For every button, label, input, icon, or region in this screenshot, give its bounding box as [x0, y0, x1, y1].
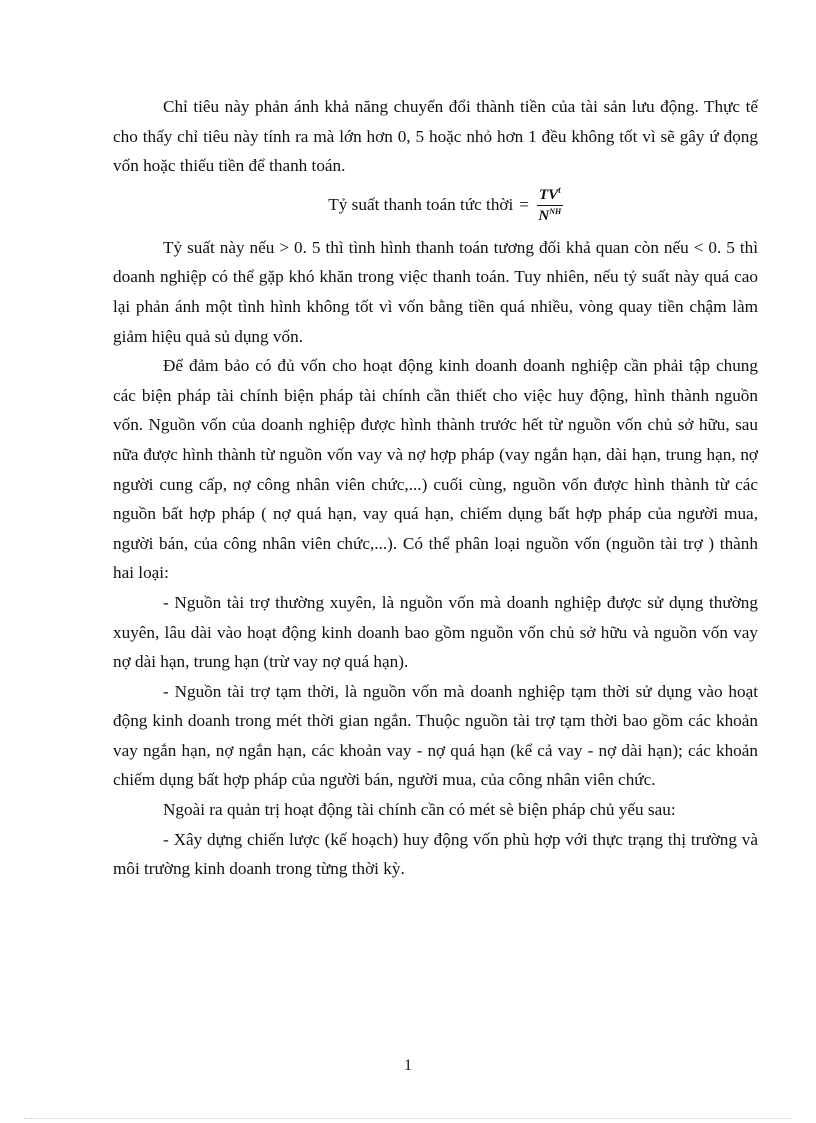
paragraph-permanent-funding: - Nguồn tài trợ thường xuyên, là nguồn vốn mà doanh nghiệp được sử dụng thường xuyên, lâu dài vào hoạt động kinh doanh bao gồm nguồn vốn chủ sở hữu và nguồn vốn vay nợ dài hạn, trung hạn (trừ vay nợ quá hạn). — [113, 592, 758, 672]
formula-instant-payment-ratio — [113, 180, 758, 230]
paragraph-liquidity-intro: Chỉ tiêu này phản ánh khả năng chuyển đổi thành tiền của tài sản lưu động. Thực tế cho thấy chỉ tiêu này tính ra mà lớn hơn 0, 5 hoặc nhỏ hơn 1 đều không tốt vì sẽ gây ứ đọng vốn hoặc thiếu tiền để thanh toán. — [113, 97, 758, 176]
page-content — [113, 92, 758, 884]
formula-denominator-superscript: NH — [549, 206, 562, 216]
formula-label: Tỷ suất thanh toán tức thời — [328, 194, 514, 214]
formula-numerator: $TV^t$ — [539, 184, 561, 203]
paragraph-ratio-interpretation: Tỷ suất này nếu > 0. 5 thì tình hình thanh toán tương đối khả quan còn nếu < 0. 5 thì doanh nghiệp có thể gặp khó khăn trong việc thanh toán. Tuy nhiên, nếu tỷ suất này quá cao lại phản ánh một tình hình không tốt vì vốn bằng tiền quá nhiều, vòng quay tiền chậm làm giảm hiệu quả sủ dụng vốn. — [113, 237, 758, 346]
page-bottom-divider — [24, 1118, 792, 1119]
formula-denominator: $N^{NH}$ — [538, 206, 562, 224]
formula-equals-sign: = — [519, 194, 529, 214]
paragraph-strategy-item: - Xây dựng chiến lược (kế hoạch) huy động vốn phù hợp với thực trạng thị trường và môi trường kinh doanh trong từng thời kỳ. — [113, 829, 758, 879]
paragraph-management-measures: Ngoài ra quản trị hoạt động tài chính cần có mét sè biện pháp chủ yếu sau: — [163, 800, 676, 820]
paragraph-capital-sources: Để đảm bảo có đủ vốn cho hoạt động kinh doanh doanh nghiệp cần phải tập chung các biện pháp tài chính biện pháp tài chính cần thiết cho việc huy động, hình thành nguồn vốn. Nguồn vốn của doanh nghiệp được hình thành trước hết từ nguồn vốn chủ sở hữu, sau nữa được hình thành từ nguồn vốn vay và nợ hợp pháp (vay ngắn hạn, dài hạn, trung hạn, nợ người cung cấp, nợ công nhân viên chức,...) cuối cùng, nguồn vốn được hình thành từ các nguồn bất hợp pháp ( nợ quá hạn, vay quá hạn, chiếm dụng bất hợp pháp của người mua, người bán, của công nhân viên chức,...). Có thể phân loại nguồn vốn (nguồn tài trợ ) thành hai loại: — [113, 356, 758, 583]
formula-numerator-superscript: t — [558, 184, 561, 195]
paragraph-temporary-funding: - Nguồn tài trợ tạm thời, là nguồn vốn mà doanh nghiệp tạm thời sử dụng vào hoạt động kinh doanh trong mét thời gian ngắn. Thuộc nguồn tài trợ tạm thời bao gồm các khoản vay ngắn hạn, nợ ngắn hạn, các khoản vay - nợ quá hạn (kể cả vay - nợ dài hạn); các khoản chiếm dụng bất hợp pháp của người bán, người mua, của công nhân viên chức. — [113, 681, 758, 790]
page-number: 1 — [404, 1057, 412, 1074]
formula-fraction — [537, 186, 563, 224]
